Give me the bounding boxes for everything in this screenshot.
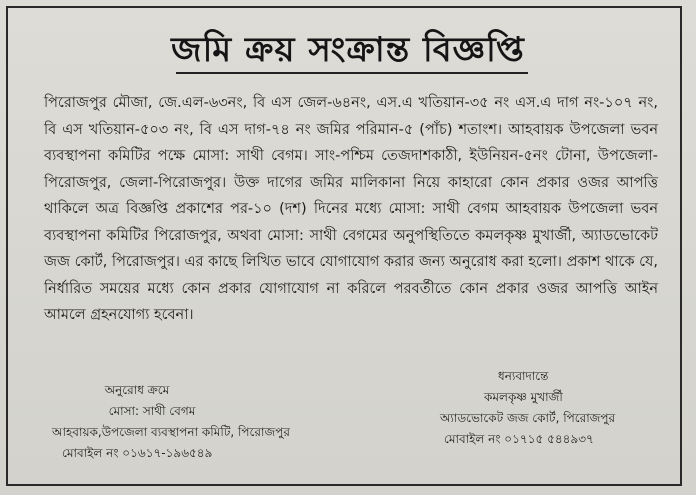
notice-body: পিরোজপুর মৌজা, জে.এল-৬৩নং, বি এস জেল-৬৪নং, এস.এ খতিয়ান-৩৫ নং এস.এ দাগ নং-১০৭ নং, বি এস খতিয়ান-৫০৩ নং, বি এস দাগ-৭৪ নং জমির পরিমান-৫ (পাঁচ) শতাংশ। আহবায়ক উপজেলা ভবন ব্যবস্থাপনা কমিটির পক্ষে মোসা: সাথী বেগম। সাং-পশ্চিম তেজদাশকাঠী, ইউনিয়ন-৫নং টোনা, উপজেলা-পিরোজপুর, জেলা-পিরোজপুর। উক্ত দাগের জমির মালিকানা নিয়ে কাহারো কোন প্রকার ওজর আপত্তি থাকিলে অত্র বিজ্ঞপ্তি প্রকাশের পর-১০ (দশ) দিনের মধ্যে মোসা: সাথী বেগম আহবায়ক উপজেলা ভবন ব্যবস্থাপনা কমিটির পিরোজপুর, অথবা মোসা: সাথী বেগমের অনুপস্থিতিতে কমলকৃষ্ণ মুখার্জী, অ্যাডভোকেট জজ কোর্ট, পিরোজপুর। এর কাছে লিখিত ভাবে যোগাযোগ করার জন্য অনুরোধ করা হলো। প্রকাশ থাকে যে, নির্ধারিত সময়ের মধ্যে কোন প্রকার যোগাযোগ না করিলে পরবর্তীতে কোন প্রকার ওজর আপত্তি আইন আমলে গ্রহনযোগ্য হবেনা। [44, 95, 658, 323]
requester-mobile: মোবাইল নং ০১৬১৭-১৯৬৫৪৯ [62, 446, 213, 460]
advocate-signature-block [440, 366, 680, 450]
notice-title: জমি ক্রয় সংক্রান্ত বিজ্ঞপ্তি [171, 30, 525, 70]
requester-designation: আহবায়ক,উপজেলা ব্যবস্থাপনা কমিটি, পিরোজপুর [52, 425, 290, 439]
advocate-name: কমলকৃষ্ণ মুখার্জী [484, 390, 563, 404]
advocate-mobile: মোবাইল নং ০১৭১৫ ৫৪৪৯৩৭ [444, 432, 594, 446]
requester-name: মোসা: সাথী বেগম [108, 404, 196, 418]
title-underline [176, 72, 528, 74]
advocate-designation: অ্যাডভোকেট জজ কোর্ট, পিরোজপুর [440, 411, 616, 425]
thanks-phrase: ধন্যবাদান্তে [498, 369, 549, 383]
requester-signature-block [52, 380, 352, 464]
request-phrase: অনুরোধ ক্রমে [104, 383, 170, 397]
